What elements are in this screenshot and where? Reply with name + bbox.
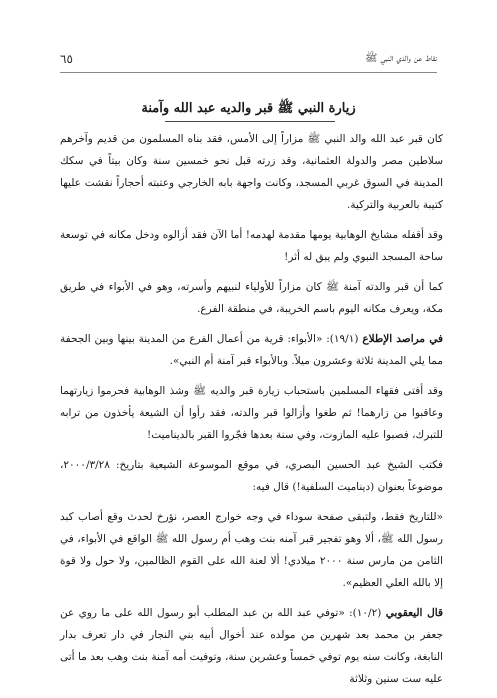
- page-number: ٦٥: [60, 52, 73, 66]
- paragraph: [60, 506, 443, 594]
- paragraph: [60, 602, 443, 690]
- paragraph: [60, 380, 443, 446]
- paragraph-lead: في مراصد الإطلاع: [362, 333, 443, 345]
- paragraph-text: «للتاريخ فقط، ولتبقى صفحة سوداء في وجه خوارج العصر، نؤرخ لحدث وقع أصاب كبد رسول الله ﷺ، ألا وهو تفجير قبر آمنه بنت وهب أم رسول الله ﷺ الواقع في الأبواء، في الثامن من مارس سنة ٢٠٠٠ ميلادي! ألا لعنة الله على القوم الظالمين، ولا حول ولا قوة إلا بالله العلي العظيم».: [60, 511, 443, 589]
- paragraph: [60, 224, 443, 268]
- paragraph-text: فكتب الشيخ عبد الحسين البصري، في موقع الموسوعة الشيعية بتاريخ: ٢٠٠٠/٣/٢٨، موضوعاً بعنوان (ديناميت السلفية!) قال فيه:: [60, 459, 443, 493]
- paragraph: [60, 276, 443, 320]
- paragraph-text: (١٩/١): «الأبواء: قرية من أعمال الفرع من المدينة بينها وبين الجحفة مما يلي المدينة ثلاثة وعشرون ميلاً. وبالأبواء قبر آمنة أم النبي».: [60, 333, 443, 367]
- title-underline: [165, 121, 335, 122]
- paragraph: [60, 454, 443, 498]
- paragraph-text: وقد أفتى فقهاء المسلمين باستحباب زيارة قبر والديه ﷺ وشذ الوهابية فحرموا زيارتهما وعاقبوا من زارهما! ثم طغوا وأزالوا قبر والدته، فقد رأوا أن الشيعة يأخذون من ترابه للتبرك، فصبوا عليه المازوت، وفي سنة بعدها فجّروا القبر بالديناميت!: [60, 385, 443, 441]
- paragraph-text: كان قبر عبد الله والد النبي ﷺ مزاراً إلى الأمس، فقد بناه المسلمون من قديم وآخرهم سلاطين مصر والدولة العثمانية، وقد زرته قبل نحو خمسين سنة وكان بيتاً في سكك المدينة في السوق غربي المسجد، وكانت واجهة بابه الخارجي وعتبته أحجاراً نقشت عليها كتيبة بالعربية والتركية.: [60, 133, 443, 211]
- section-title: زيارة النبي ﷺ قبر والديه عبد الله وآمنة: [141, 101, 356, 116]
- body-text: [60, 128, 443, 698]
- running-title: نقاط عن والدي النبي ﷺ: [365, 53, 437, 64]
- paragraph: [60, 128, 443, 216]
- running-header: [60, 50, 437, 68]
- paragraph-text: وقد أقفله مشايخ الوهابية يومها مقدمة لهدمه! أما الآن فقد أزالوه ودخل مكانه في توسعة ساحة المسجد النبوي ولم يبق له أثر!: [60, 229, 443, 263]
- paragraph-lead: قال اليعقوبي: [385, 607, 443, 619]
- paragraph-text: كما أن قبر والدته آمنة ﷺ كان مزاراً للأولياء لنبيهم وأسرته، وهو في الأبواء في طريق مكة، ويعرف مكانه اليوم باسم الخريبة، في منطقة الفرع.: [60, 281, 443, 315]
- header-divider: [60, 72, 437, 73]
- paragraph-text: (١٠/٢): «توفي عبد الله بن عبد المطلب أبو رسول الله على ما روي عن جعفر بن محمد بعد شهرين من مولده عند أخوال أبيه بني النجار في دار تعرف بدار النابغة، وكانت سنه يوم توفي خمساً وعشرين سنة، وتوفيت أمه آمنة بنت وهب بعد ما أتى عليه ست سنين وثلاثة: [60, 607, 443, 685]
- paragraph: [60, 328, 443, 372]
